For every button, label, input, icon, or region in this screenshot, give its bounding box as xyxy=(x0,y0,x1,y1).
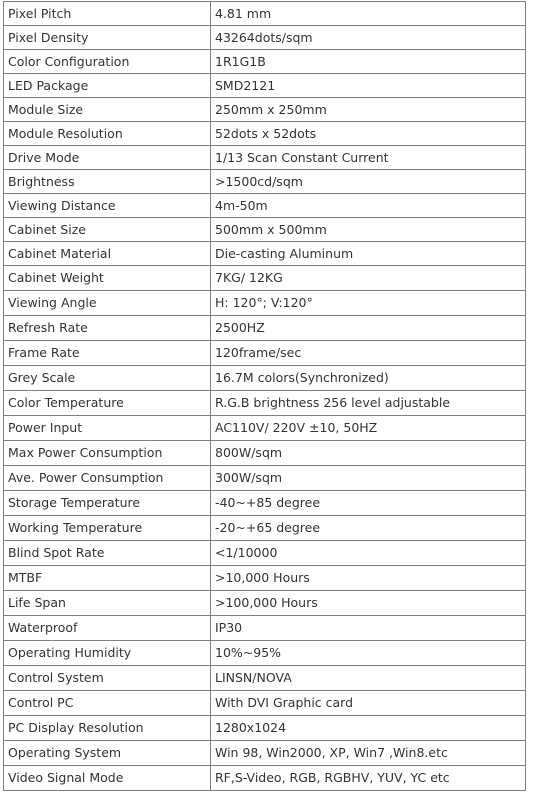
spec-label: Power Input xyxy=(4,416,211,441)
spec-label: Viewing Distance xyxy=(4,194,211,218)
spec-value: 1280x1024 xyxy=(211,716,526,741)
spec-value: 4.81 mm xyxy=(211,2,526,26)
spec-value: IP30 xyxy=(211,616,526,641)
table-row xyxy=(4,666,526,691)
spec-label: Module Size xyxy=(4,98,211,122)
table-row xyxy=(4,466,526,491)
spec-value: R.G.B brightness 256 level adjustable xyxy=(211,391,526,416)
table-row xyxy=(4,366,526,391)
table-row xyxy=(4,341,526,366)
spec-value: SMD2121 xyxy=(211,74,526,98)
spec-value: Win 98, Win2000, XP, Win7 ,Win8.etc xyxy=(211,741,526,766)
spec-value: 52dots x 52dots xyxy=(211,122,526,146)
spec-value: 300W/sqm xyxy=(211,466,526,491)
spec-value: 16.7M colors(Synchronized) xyxy=(211,366,526,391)
spec-label: Cabinet Size xyxy=(4,218,211,242)
spec-label: Brightness xyxy=(4,170,211,194)
spec-value: 500mm x 500mm xyxy=(211,218,526,242)
spec-label: Pixel Density xyxy=(4,26,211,50)
table-row xyxy=(4,291,526,316)
table-row xyxy=(4,766,526,791)
table-row xyxy=(4,591,526,616)
spec-label: Control System xyxy=(4,666,211,691)
spec-value: 120frame/sec xyxy=(211,341,526,366)
table-row xyxy=(4,616,526,641)
spec-label: Color Temperature xyxy=(4,391,211,416)
spec-value: 7KG/ 12KG xyxy=(211,266,526,291)
spec-value: -40~+85 degree xyxy=(211,491,526,516)
spec-label: Storage Temperature xyxy=(4,491,211,516)
spec-label: Cabinet Weight xyxy=(4,266,211,291)
spec-label: Working Temperature xyxy=(4,516,211,541)
spec-value: 250mm x 250mm xyxy=(211,98,526,122)
spec-label: Operating System xyxy=(4,741,211,766)
table-row xyxy=(4,26,526,50)
table-row xyxy=(4,316,526,341)
spec-value: >10,000 Hours xyxy=(211,566,526,591)
spec-label: PC Display Resolution xyxy=(4,716,211,741)
table-row xyxy=(4,491,526,516)
spec-value: AC110V/ 220V ±10, 50HZ xyxy=(211,416,526,441)
table-row xyxy=(4,242,526,266)
spec-label: LED Package xyxy=(4,74,211,98)
table-row xyxy=(4,691,526,716)
table-row xyxy=(4,194,526,218)
table-row xyxy=(4,391,526,416)
spec-value: 2500HZ xyxy=(211,316,526,341)
spec-value: LINSN/NOVA xyxy=(211,666,526,691)
spec-value: <1/10000 xyxy=(211,541,526,566)
table-row xyxy=(4,441,526,466)
spec-label: Max Power Consumption xyxy=(4,441,211,466)
spec-value: 1/13 Scan Constant Current xyxy=(211,146,526,170)
spec-label: Blind Spot Rate xyxy=(4,541,211,566)
spec-label: Drive Mode xyxy=(4,146,211,170)
spec-value: 800W/sqm xyxy=(211,441,526,466)
spec-value: 43264dots/sqm xyxy=(211,26,526,50)
spec-value: 4m-50m xyxy=(211,194,526,218)
spec-label: Control PC xyxy=(4,691,211,716)
spec-label: Waterproof xyxy=(4,616,211,641)
spec-label: Module Resolution xyxy=(4,122,211,146)
spec-label: Color Configuration xyxy=(4,50,211,74)
spec-label: Refresh Rate xyxy=(4,316,211,341)
table-row xyxy=(4,416,526,441)
spec-label: MTBF xyxy=(4,566,211,591)
table-row xyxy=(4,122,526,146)
table-row xyxy=(4,146,526,170)
spec-value: >1500cd/sqm xyxy=(211,170,526,194)
spec-label: Frame Rate xyxy=(4,341,211,366)
table-row xyxy=(4,170,526,194)
spec-label: Life Span xyxy=(4,591,211,616)
table-row xyxy=(4,566,526,591)
spec-label: Pixel Pitch xyxy=(4,2,211,26)
table-row xyxy=(4,218,526,242)
spec-table-body xyxy=(4,2,526,791)
spec-value: >100,000 Hours xyxy=(211,591,526,616)
spec-value: 10%~95% xyxy=(211,641,526,666)
table-row xyxy=(4,50,526,74)
spec-label: Grey Scale xyxy=(4,366,211,391)
table-row xyxy=(4,741,526,766)
table-row xyxy=(4,716,526,741)
table-row xyxy=(4,641,526,666)
spec-value: H: 120°; V:120° xyxy=(211,291,526,316)
spec-value: With DVI Graphic card xyxy=(211,691,526,716)
spec-label: Operating Humidity xyxy=(4,641,211,666)
spec-value: Die-casting Aluminum xyxy=(211,242,526,266)
table-row xyxy=(4,541,526,566)
spec-value: 1R1G1B xyxy=(211,50,526,74)
spec-value: RF,S-Video, RGB, RGBHV, YUV, YC etc xyxy=(211,766,526,791)
table-row xyxy=(4,266,526,291)
spec-label: Viewing Angle xyxy=(4,291,211,316)
table-row xyxy=(4,2,526,26)
spec-table xyxy=(3,1,526,791)
spec-label: Ave. Power Consumption xyxy=(4,466,211,491)
table-row xyxy=(4,74,526,98)
table-row xyxy=(4,98,526,122)
spec-label: Video Signal Mode xyxy=(4,766,211,791)
spec-label: Cabinet Material xyxy=(4,242,211,266)
spec-value: -20~+65 degree xyxy=(211,516,526,541)
table-row xyxy=(4,516,526,541)
